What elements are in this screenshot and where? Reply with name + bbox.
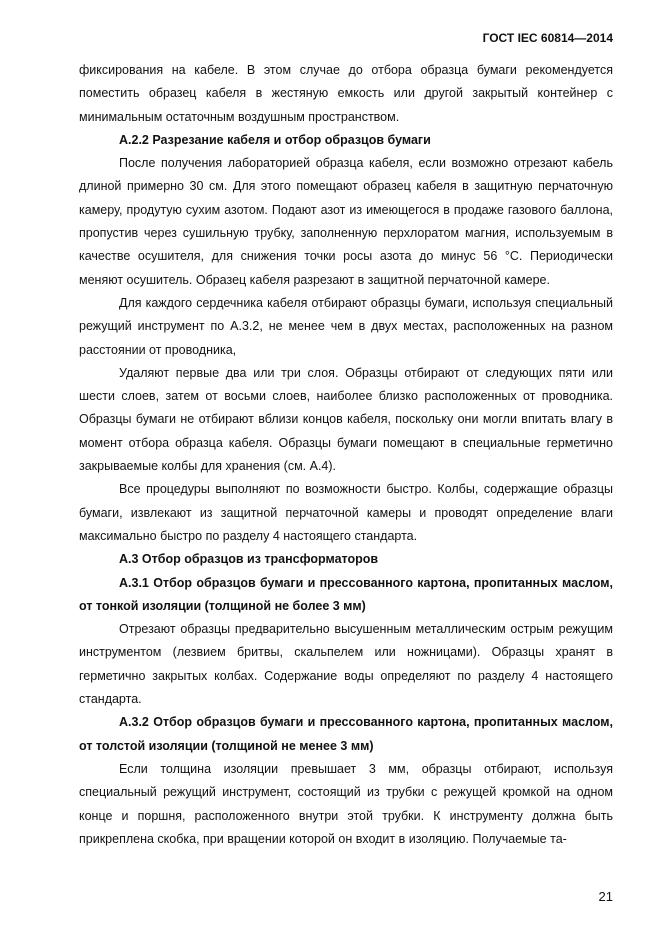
paragraph: Все процедуры выполняют по возможности быстро. Колбы, содержащие образцы бумаги, извлекают из защитной перчаточной камеры и проводят определение влаги максимально быстро по разделу 4 настоящего стандарта.	[79, 482, 613, 543]
paragraph: Для каждого сердечника кабеля отбирают образцы бумаги, используя специальный режущий инструмент по А.3.2, не менее чем в двух местах, расположенных на разном расстоянии от проводника,	[79, 295, 613, 357]
paragraph: Удаляют первые два или три слоя. Образцы отбирают от следующих пяти или шести слоев, затем от восьми слоев, наиболее близко расположенных от проводника. Образцы бумаги не отбирают вблизи концов кабеля, поскольку они могли впитать влагу в момент отбора образца кабеля. Образцы бумаги помещают в специальные герметично закрываемые колбы для хранения (см. А.4).	[79, 365, 613, 474]
document-body	[79, 59, 613, 851]
section-heading-a32: А.3.2 Отбор образцов бумаги и прессованного картона, пропитанных маслом, от толстой изоляции (толщиной не менее 3 мм)	[79, 715, 613, 753]
section-heading-a3: А.3 Отбор образцов из трансформаторов	[119, 552, 379, 567]
section-heading-a22: А.2.2 Разрезание кабеля и отбор образцов бумаги	[119, 132, 431, 147]
section-heading-a31: А.3.1 Отбор образцов бумаги и прессованного картона, пропитанных маслом, от тонкой изоляции (толщиной не более 3 мм)	[79, 575, 613, 613]
paragraph: Отрезают образцы предварительно высушенным металлическим острым режущим инструментом (лезвием бритвы, скальпелем или ножницами). Образцы хранят в герметично закрытых колбах. Содержание воды определяют по разделу 4 настоящего стандарта.	[79, 622, 613, 707]
page-number: 21	[598, 889, 613, 904]
paragraph: Если толщина изоляции превышает 3 мм, образцы отбирают, используя специальный режущий инструмент, состоящий из трубки с режущей кромкой на одном конце и поршня, расположенного внутри этой трубки. К инструменту должна быть прикреплена скобка, при вращении которой он входит в изоляцию. Получаемые та-	[79, 761, 613, 846]
paragraph-continuation: фиксирования на кабеле. В этом случае до отбора образца бумаги рекомендуется поместить образец кабеля в жестяную емкость или другой закрытый контейнер с минимальным остаточным воздушным пространством.	[79, 63, 613, 124]
paragraph: После получения лабораторией образца кабеля, если возможно отрезают кабель длиной примерно 30 см. Для этого помещают образец кабеля в защитную перчаточную камеру, продутую сухим азотом. Подают азот из имеющегося в продаже газового баллона, пропустив через сушильную трубку, заполненную перхлоратом магния, используемым в качестве осушителя, для снижения точки росы азота до минус 56 °С. Периодически меняют осушитель. Образец кабеля разрезают в защитной перчаточной камере.	[79, 156, 613, 287]
standard-header: ГОСТ IEC 60814—2014	[482, 31, 613, 45]
